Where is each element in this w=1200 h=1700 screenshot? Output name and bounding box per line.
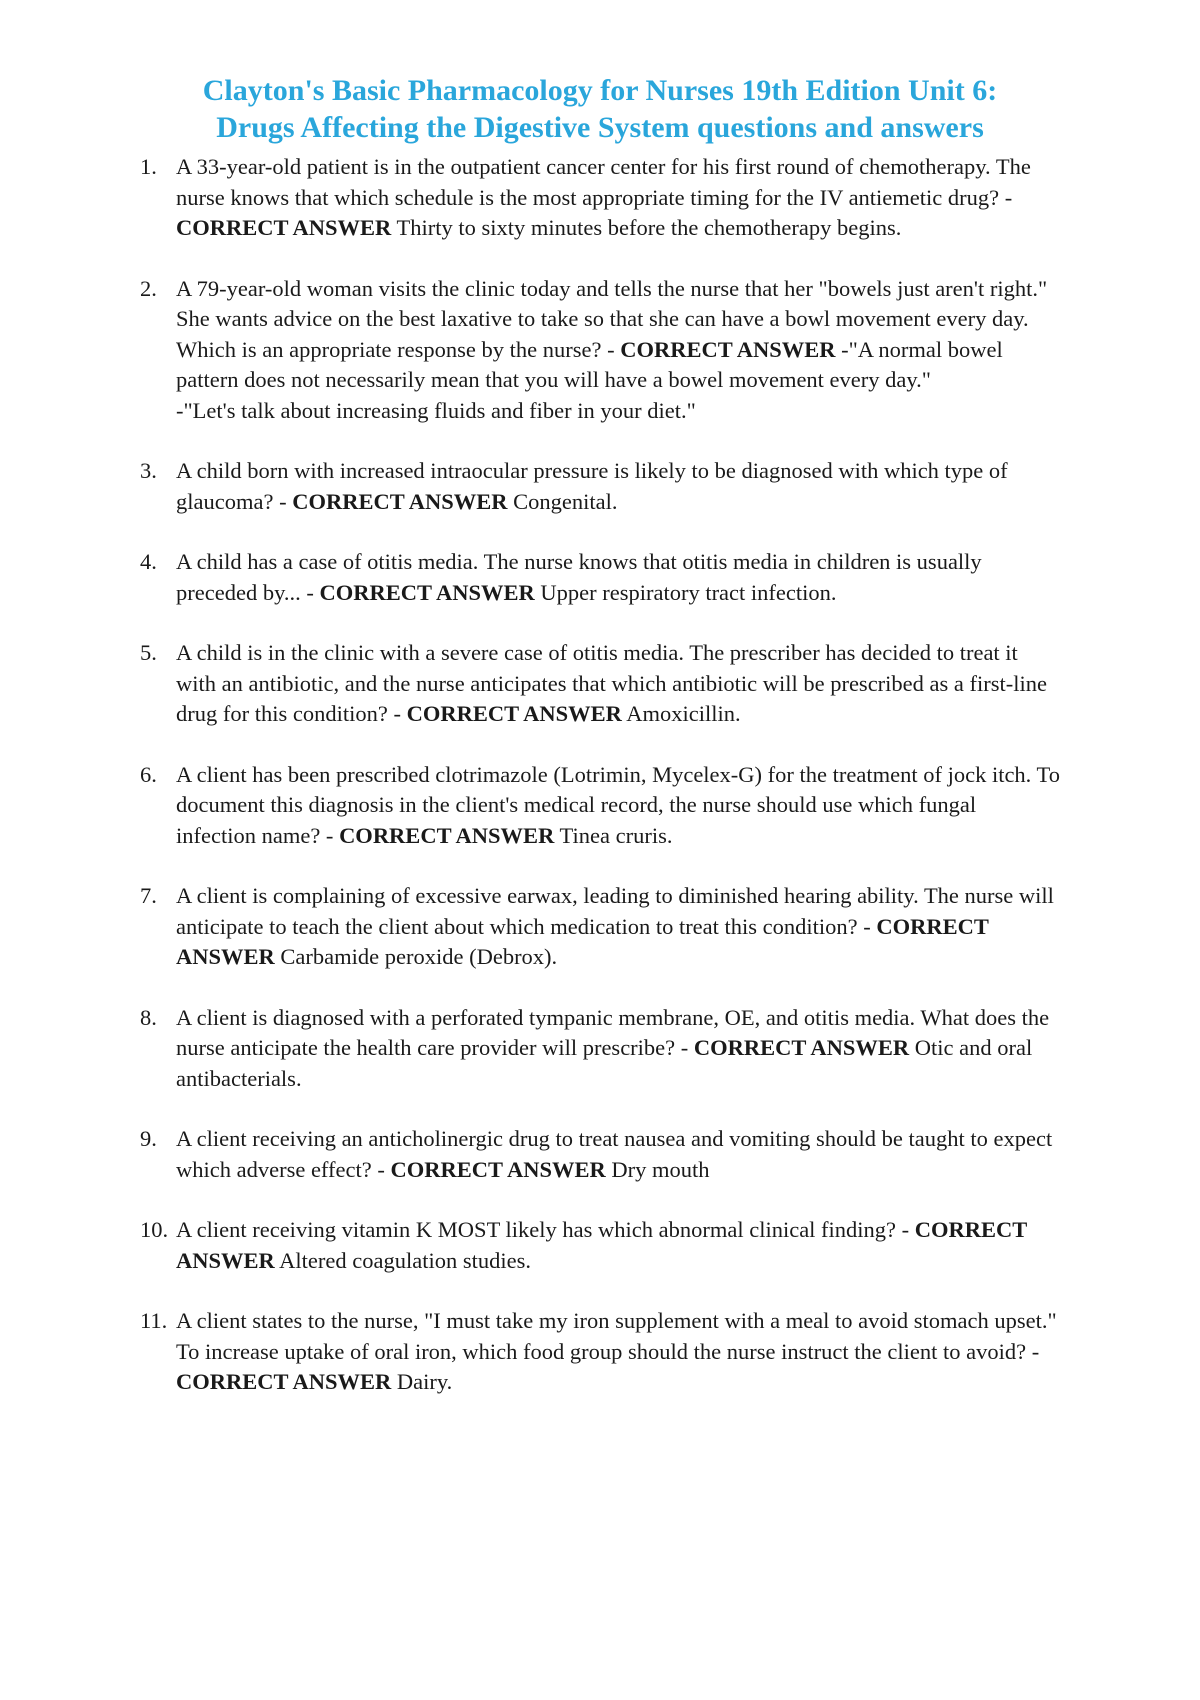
item-body [176,1003,1060,1095]
correct-answer-label: CORRECT ANSWER [319,579,535,605]
correct-answer-label: CORRECT ANSWER [176,1217,1027,1273]
item-number: 6. [140,761,157,787]
item-number: 9. [140,1126,157,1151]
item-number: 5. [140,640,157,665]
correct-answer-label: CORRECT ANSWER [176,215,392,240]
item-body [176,547,1060,608]
answer-text: Amoxicillin. [621,701,741,726]
question-text: A child born with increased intraocular pressure is likely to be diagnosed with which type of glaucoma? - [176,458,1008,514]
item-body [176,638,1060,730]
item-number: 11. [140,1308,168,1333]
answer-extra-text: -"Let's talk about increasing fluids and fiber in your diet." [176,397,696,423]
item-number: 4. [140,549,157,574]
answer-text: -"A normal bowel pattern does not necessarily mean that you will have a bowel movement every day." [176,336,1003,392]
qa-item [140,1215,1060,1276]
item-body [176,881,1060,973]
correct-answer-label: CORRECT ANSWER [406,701,622,726]
question-text: A child is in the clinic with a severe case of otitis media. The prescriber has decided to treat it with an antibiotic, and the nurse anticipates that which antibiotic will be prescribed as a first-line drug for this condition? - [176,640,1047,726]
qa-item [140,1306,1060,1398]
item-body [176,152,1060,244]
item-number: 10. [140,1217,169,1242]
qa-item [140,881,1060,973]
answer-text: Altered coagulation studies. [274,1247,531,1273]
question-text: A child has a case of otitis media. The nurse knows that otitis media in children is usually preceded by... - [176,549,982,605]
item-body [176,456,1060,517]
question-text: A client states to the nurse, "I must take my iron supplement with a meal to avoid stomach upset." To increase uptake of oral iron, which food group should the nurse instruct the client to avoid? - [176,1308,1057,1364]
item-body [176,760,1060,852]
answer-text: Tinea cruris. [554,822,673,848]
qa-item [140,274,1060,427]
qa-item [140,760,1060,852]
question-text: A 79-year-old woman visits the clinic today and tells the nurse that her "bowels just aren't right." She wants advice on the best laxative to take so that she can have a bowl movement every day. Which is an appropriate response by the nurse? - [176,275,1048,362]
item-number: 7. [140,883,157,908]
qa-item [140,1003,1060,1095]
answer-text: Upper respiratory tract infection. [534,579,837,605]
item-number: 8. [140,1004,157,1030]
qa-item [140,1124,1060,1185]
item-body [176,1124,1060,1185]
item-number: 3. [140,458,157,483]
item-body [176,274,1060,427]
correct-answer-label: CORRECT ANSWER [390,1156,606,1182]
item-body [176,1215,1060,1276]
question-text: A 33-year-old patient is in the outpatient cancer center for his first round of chemotherapy. The nurse knows that which schedule is the most appropriate timing for the IV antiemetic drug? - [176,154,1031,210]
qa-item [140,456,1060,517]
item-number: 2. [140,275,157,301]
qa-list [140,152,1060,1398]
qa-item [140,547,1060,608]
correct-answer-label: CORRECT ANSWER [693,1035,910,1060]
question-text: A client receiving vitamin K MOST likely has which abnormal clinical finding? - [176,1217,915,1242]
item-body [176,1306,1060,1398]
qa-item [140,638,1060,730]
answer-text: Dry mouth [605,1156,710,1182]
qa-item [140,152,1060,244]
question-text: A client has been prescribed clotrimazole (Lotrimin, Mycelex-G) for the treatment of jock itch. To document this diagnosis in the client's medical record, the nurse should use which fungal infection name? - [176,761,1060,848]
answer-text: Otic and oral antibacterials. [176,1035,1033,1091]
answer-text: Congenital. [507,488,618,514]
question-text: A client receiving an anticholinergic drug to treat nausea and vomiting should be taught to expect which adverse effect? - [176,1126,1053,1182]
correct-answer-label: CORRECT ANSWER [339,822,555,848]
question-text: A client is diagnosed with a perforated tympanic membrane, OE, and otitis media. What does the nurse anticipate the health care provider will prescribe? - [176,1004,1050,1060]
answer-text: Thirty to sixty minutes before the chemotherapy begins. [391,215,902,240]
correct-answer-label: CORRECT ANSWER [176,913,989,969]
correct-answer-label: CORRECT ANSWER [620,336,836,362]
answer-text: Carbamide peroxide (Debrox). [274,944,558,969]
item-number: 1. [140,154,157,179]
answer-text: Dairy. [391,1369,453,1394]
correct-answer-label: CORRECT ANSWER [292,488,508,514]
question-text: A client is complaining of excessive earwax, leading to diminished hearing ability. The nurse will anticipate to teach the client about which medication to treat this condition? - [176,883,1054,939]
correct-answer-label: CORRECT ANSWER [176,1369,392,1394]
document-title: Clayton's Basic Pharmacology for Nurses 19th Edition Unit 6: Drugs Affecting the Digestive System questions and answers [202,74,998,144]
